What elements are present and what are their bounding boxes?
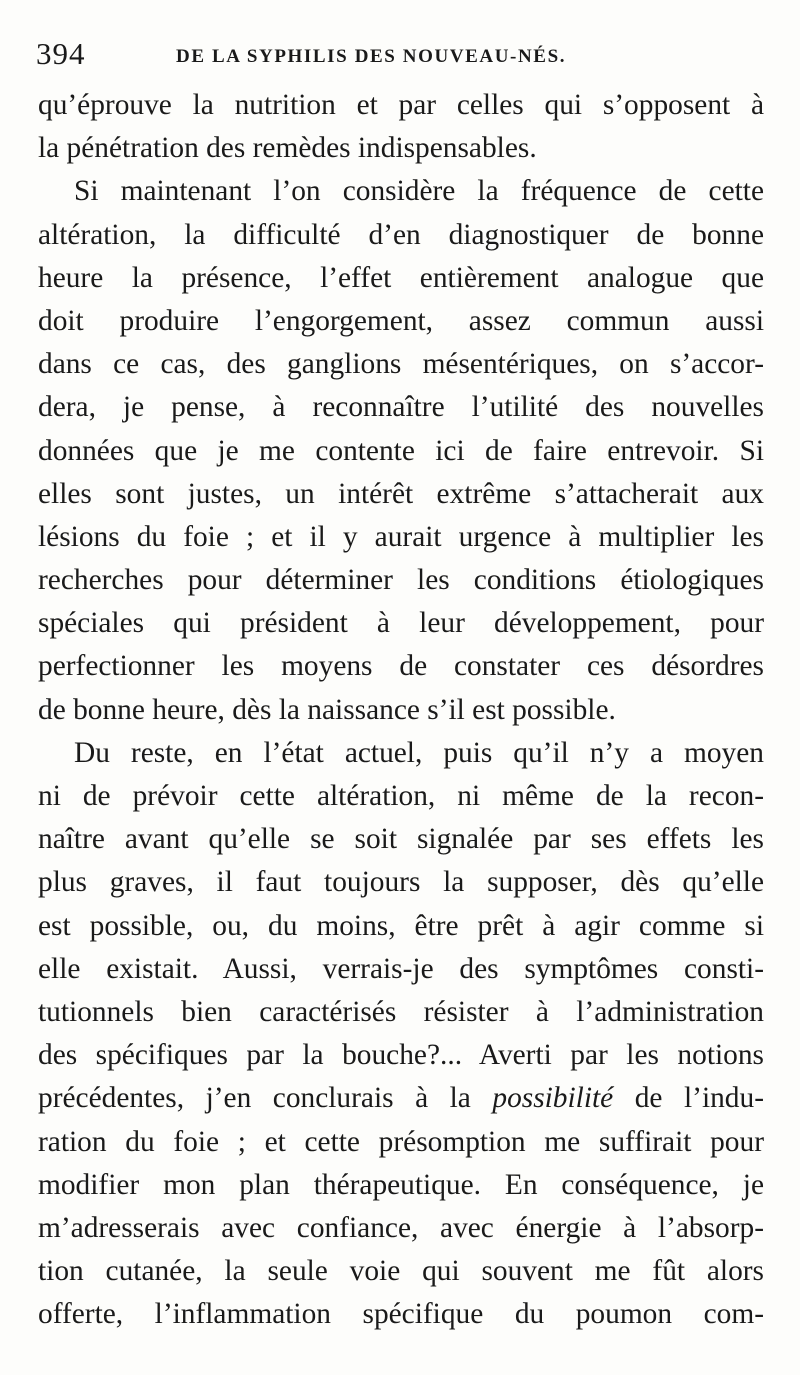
text-line: ration du foie ; et cette présomption me suffirait pour (38, 1125, 764, 1158)
text-line: perfectionner les moyens de constater ces désordres (38, 650, 764, 683)
text-line: tutionnels bien caractérisés résister à l’administration (38, 995, 764, 1028)
text-line: est possible, ou, du moins, être prêt à agir comme si (38, 909, 764, 942)
text-line: modifier mon plan thérapeutique. En conséquence, je (38, 1168, 764, 1201)
text-segment: de l’indu- (613, 1082, 764, 1115)
text-line: offerte, l’inflammation spécifique du poumon com- (38, 1298, 764, 1331)
text-line: ni de prévoir cette altération, ni même de la recon- (38, 780, 764, 812)
text-line: de bonne heure, dès la naissance s’il est possible. (38, 693, 616, 726)
text-line: altération, la difficulté d’en diagnostiquer de bonne (38, 218, 764, 251)
text-line (38, 1077, 764, 1120)
text-line: qu’éprouve la nutrition et par celles qui s’opposent à (38, 89, 764, 121)
text-segment: précédentes, j’en conclurais à la (38, 1082, 493, 1115)
running-title: DE LA SYPHILIS DES NOUVEAU-NÉS. (176, 46, 567, 67)
page-number: 394 (36, 36, 86, 71)
text-line: Du reste, en l’état actuel, puis qu’il n’y a moyen (74, 736, 764, 769)
text-line: m’adresserais avec confiance, avec énergie à l’absorp- (38, 1211, 764, 1244)
text-line: elles sont justes, un intérêt extrême s’attacherait aux (38, 477, 764, 510)
page-header (36, 36, 776, 76)
text-line: la pénétration des remèdes indispensables. (38, 132, 537, 165)
text-line: lésions du foie ; et il y aurait urgence à multiplier les (38, 520, 764, 553)
text-line: données que je me contente ici de faire entrevoir. Si (38, 434, 764, 467)
text-line: tion cutanée, la seule voie qui souvent me fût alors (38, 1255, 764, 1288)
text-line: heure la présence, l’effet entièrement analogue que (38, 261, 764, 294)
text-line: spéciales qui président à leur développement, pour (38, 607, 764, 640)
italic-word: possibilité (492, 1082, 614, 1115)
text-line: elle existait. Aussi, verrais-je des symptômes consti- (38, 952, 764, 985)
text-line: Si maintenant l’on considère la fréquence de cette (74, 175, 764, 208)
text-line: recherches pour déterminer les conditions étiologiques (38, 564, 764, 597)
text-line: plus graves, il faut toujours la supposer, dès qu’elle (38, 866, 764, 899)
text-line: naître avant qu’elle se soit signalée par ses effets les (38, 823, 764, 856)
text-line: dans ce cas, des ganglions mésentériques, on s’accor- (38, 348, 764, 381)
text-line: dera, je pense, à reconnaître l’utilité des nouvelles (38, 391, 764, 424)
text-line: doit produire l’engorgement, assez commun aussi (38, 304, 764, 337)
text-line: des spécifiques par la bouche?... Averti par les notions (38, 1039, 764, 1072)
body-text (38, 84, 764, 1336)
